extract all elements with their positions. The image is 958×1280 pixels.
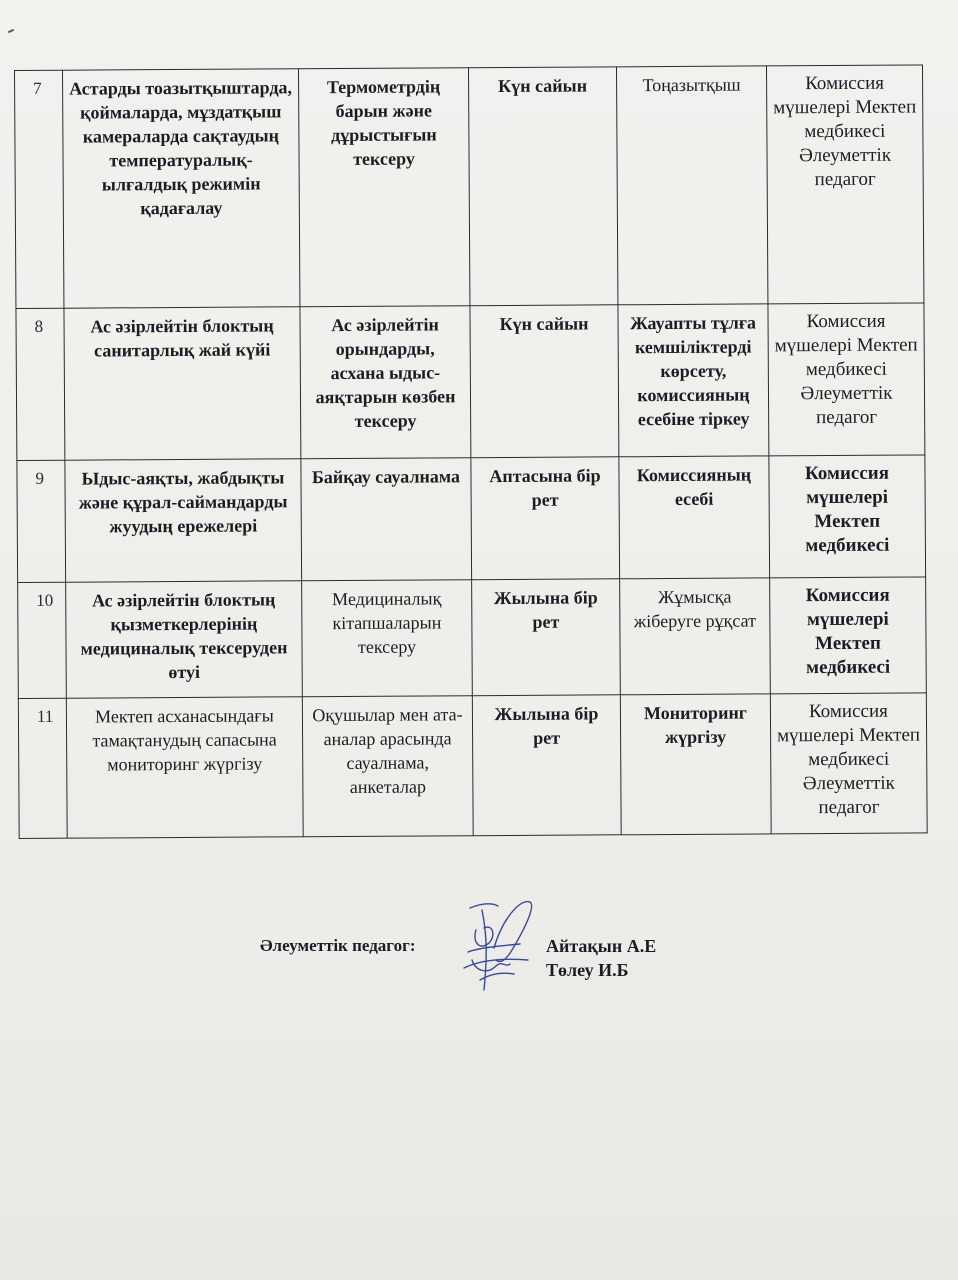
signatory-name: Айтақын А.Е — [546, 936, 657, 956]
control-method: Байқау сауалнама — [301, 458, 472, 581]
responsible-persons: Комиссия мүшелері Мектеп медбикесі Әлеуметтік педагог — [768, 303, 925, 456]
signatory-name: Төлеу И.Б — [546, 960, 629, 980]
control-item: Ас әзірлейтін блоктың санитарлық жай күйі — [64, 307, 301, 460]
signatory-names — [546, 934, 656, 982]
control-period: Жылына бір рет — [472, 695, 621, 836]
control-result-form: Жұмысқа жіберуге рұқсат — [620, 578, 771, 695]
control-result-form: Мониторинг жүргізу — [620, 694, 771, 835]
control-period: Аптасына бір рет — [471, 457, 620, 580]
control-method: Оқушылар мен ата-аналар арасында сауалнама, анкеталар — [302, 696, 473, 837]
control-method: Термометрдің барын және дұрыстығын тексеру — [298, 68, 469, 307]
control-item: Мектеп асханасындағы тамақтанудың сапасына мониторинг жүргізу — [66, 697, 303, 838]
control-plan-table — [14, 64, 928, 839]
control-item: Ыдыс-аяқты, жабдықты және құрал-саймандарды жуудың ережелері — [65, 459, 302, 582]
control-result-form: Тоңазытқыш — [616, 66, 767, 305]
responsible-persons: Комиссия мүшелері Мектеп медбикесі — [769, 455, 926, 578]
responsible-persons: Комиссия мүшелері Мектеп медбикесі — [770, 577, 927, 694]
control-item: Астарды тоазытқыштарда, қоймаларда, мұздатқыш камераларда сақтаудың температуралық-ылғалдық режимін қадағалау — [63, 69, 300, 308]
row-number: 8 — [16, 308, 65, 460]
row-number: 9 — [17, 460, 66, 582]
control-result-form: Жауапты тұлға кемшіліктерді көрсету, комиссияның есебіне тіркеу — [618, 304, 769, 457]
responsible-persons: Комиссия мүшелері Мектеп медбикесі Әлеуметтік педагог — [766, 65, 923, 304]
table-row — [18, 577, 927, 699]
control-period: Күн сайын — [468, 67, 617, 306]
handwritten-signature-icon — [450, 890, 560, 1010]
control-method: Ас әзірлейтін орындарды, асхана ыдыс-аяқтарын көзбен тексеру — [300, 306, 471, 459]
control-result-form: Комиссияның есебі — [619, 456, 770, 579]
control-period: Жылына бір рет — [472, 579, 621, 696]
row-number: 7 — [15, 70, 64, 308]
row-number: 11 — [18, 698, 67, 838]
corner-mark — [8, 29, 14, 33]
control-period: Күн сайын — [470, 305, 619, 458]
control-method: Медициналық кітапшаларын тексеру — [302, 580, 473, 697]
table-row — [17, 455, 926, 583]
table-row — [15, 65, 924, 309]
table-row — [18, 693, 927, 839]
control-item: Ас әзірлейтін блоктың қызметкерлерінің медициналық тексеруден өтуі — [66, 581, 303, 698]
row-number: 10 — [18, 582, 67, 698]
signature-label: Әлеуметтік педагог: — [260, 936, 416, 955]
responsible-persons: Комиссия мүшелері Мектеп медбикесі Әлеуметтік педагог — [770, 693, 927, 834]
signature-block — [260, 930, 720, 1020]
table-row — [16, 303, 925, 461]
